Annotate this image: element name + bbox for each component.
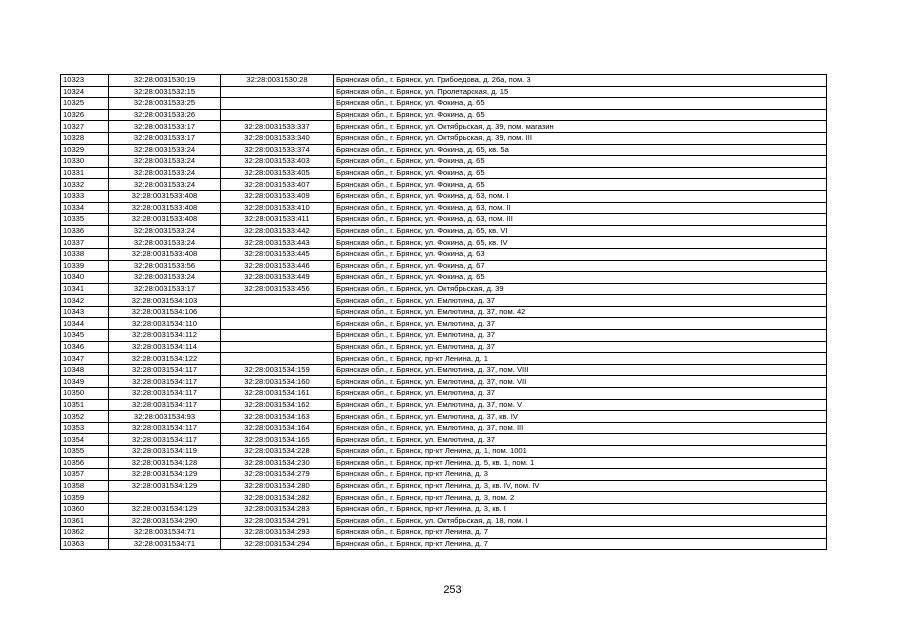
cadastral-quarter-cell: 32:28:0031534:106: [109, 306, 221, 318]
object-cadastral-number-cell: 32:28:0031533:337: [221, 121, 334, 133]
cadastral-quarter-cell: 32:28:0031534:117: [109, 364, 221, 376]
object-cadastral-number-cell: 32:28:0031530:28: [221, 75, 334, 87]
row-number-cell: 10332: [61, 179, 109, 191]
row-number-cell: 10358: [61, 480, 109, 492]
table-row: [61, 75, 827, 87]
cadastral-quarter-cell: 32:28:0031534:112: [109, 330, 221, 342]
row-number-cell: 10330: [61, 156, 109, 168]
address-cell: Брянская обл., г. Брянск, ул. Емлютина, д. 37, пом. VIII: [334, 364, 827, 376]
address-cell: Брянская обл., г. Брянск, ул. Емлютина, д. 37: [334, 330, 827, 342]
row-number-cell: 10350: [61, 388, 109, 400]
address-cell: Брянская обл., г. Брянск, ул. Октябрьская, д. 39, пом. магазин: [334, 121, 827, 133]
cadastral-quarter-cell: 32:28:0031534:117: [109, 388, 221, 400]
object-cadastral-number-cell: [221, 341, 334, 353]
table-row: [61, 167, 827, 179]
address-cell: Брянская обл., г. Брянск, ул. Октябрьская, д. 39, пом. III: [334, 132, 827, 144]
address-cell: Брянская обл., г. Брянск, пр-кт Ленина, д. 3, пом. 2: [334, 492, 827, 504]
object-cadastral-number-cell: [221, 86, 334, 98]
object-cadastral-number-cell: 32:28:0031534:280: [221, 480, 334, 492]
object-cadastral-number-cell: 32:28:0031534:291: [221, 515, 334, 527]
table-row: [61, 434, 827, 446]
address-cell: Брянская обл., г. Брянск, ул. Фокина, д. 65: [334, 98, 827, 110]
address-cell: Брянская обл., г. Брянск, ул. Емлютина, д. 37, пом. V: [334, 399, 827, 411]
cadastral-quarter-cell: 32:28:0031533:24: [109, 167, 221, 179]
address-cell: Брянская обл., г. Брянск, ул. Грибоедова, д. 26а, пом. 3: [334, 75, 827, 87]
object-cadastral-number-cell: 32:28:0031534:279: [221, 469, 334, 481]
object-cadastral-number-cell: 32:28:0031533:405: [221, 167, 334, 179]
object-cadastral-number-cell: 32:28:0031534:294: [221, 538, 334, 550]
table-row: [61, 179, 827, 191]
object-cadastral-number-cell: 32:28:0031534:160: [221, 376, 334, 388]
table-row: [61, 399, 827, 411]
page-number: 253: [443, 584, 462, 596]
table-row: [61, 388, 827, 400]
table-row: [61, 237, 827, 249]
cadastral-quarter-cell: 32:28:0031534:129: [109, 480, 221, 492]
table-row: [61, 283, 827, 295]
cadastral-quarter-cell: 32:28:0031534:93: [109, 411, 221, 423]
table-row: [61, 492, 827, 504]
cadastral-quarter-cell: 32:28:0031533:17: [109, 283, 221, 295]
row-number-cell: 10349: [61, 376, 109, 388]
cadastral-quarter-cell: 32:28:0031533:24: [109, 156, 221, 168]
address-cell: Брянская обл., г. Брянск, ул. Фокина, д. 65, кв. 5а: [334, 144, 827, 156]
cadastral-quarter-cell: 32:28:0031534:71: [109, 527, 221, 539]
object-cadastral-number-cell: 32:28:0031533:403: [221, 156, 334, 168]
address-cell: Брянская обл., г. Брянск, ул. Фокина, д. 65: [334, 156, 827, 168]
address-cell: Брянская обл., г. Брянск, ул. Фокина, д. 67: [334, 260, 827, 272]
cadastral-quarter-cell: 32:28:0031534:129: [109, 503, 221, 515]
row-number-cell: 10353: [61, 422, 109, 434]
cadastral-quarter-cell: 32:28:0031533:26: [109, 109, 221, 121]
row-number-cell: 10356: [61, 457, 109, 469]
table-row: [61, 202, 827, 214]
address-cell: Брянская обл., г. Брянск, ул. Емлютина, д. 37, пом. VII: [334, 376, 827, 388]
cadastral-quarter-cell: 32:28:0031534:71: [109, 538, 221, 550]
address-cell: Брянская обл., г. Брянск, ул. Фокина, д. 63, пом. II: [334, 202, 827, 214]
object-cadastral-number-cell: 32:28:0031533:456: [221, 283, 334, 295]
row-number-cell: 10362: [61, 527, 109, 539]
table-row: [61, 156, 827, 168]
object-cadastral-number-cell: 32:28:0031533:411: [221, 214, 334, 226]
cadastral-quarter-cell: 32:28:0031534:117: [109, 434, 221, 446]
cadastral-quarter-cell: 32:28:0031533:17: [109, 132, 221, 144]
registry-table: [60, 74, 827, 550]
object-cadastral-number-cell: 32:28:0031534:283: [221, 503, 334, 515]
row-number-cell: 10345: [61, 330, 109, 342]
address-cell: Брянская обл., г. Брянск, пр-кт Ленина, д. 3, кв. IV, пом. IV: [334, 480, 827, 492]
address-cell: Брянская обл., г. Брянск, пр-кт Ленина, д. 7: [334, 538, 827, 550]
row-number-cell: 10324: [61, 86, 109, 98]
address-cell: Брянская обл., г. Брянск, ул. Емлютина, д. 37: [334, 295, 827, 307]
cadastral-quarter-cell: 32:28:0031533:408: [109, 214, 221, 226]
row-number-cell: 10327: [61, 121, 109, 133]
object-cadastral-number-cell: 32:28:0031533:407: [221, 179, 334, 191]
table-row: [61, 457, 827, 469]
row-number-cell: 10334: [61, 202, 109, 214]
address-cell: Брянская обл., г. Брянск, ул. Октябрьская, д. 39: [334, 283, 827, 295]
object-cadastral-number-cell: 32:28:0031534:164: [221, 422, 334, 434]
table-row: [61, 515, 827, 527]
object-cadastral-number-cell: 32:28:0031533:446: [221, 260, 334, 272]
cadastral-quarter-cell: 32:28:0031533:408: [109, 190, 221, 202]
address-cell: Брянская обл., г. Брянск, ул. Фокина, д. 65, кв. VI: [334, 225, 827, 237]
table-row: [61, 260, 827, 272]
registry-table-body: [61, 75, 827, 550]
table-row: [61, 446, 827, 458]
address-cell: Брянская обл., г. Брянск, ул. Емлютина, д. 37: [334, 434, 827, 446]
table-row: [61, 469, 827, 481]
row-number-cell: 10359: [61, 492, 109, 504]
table-row: [61, 144, 827, 156]
table-row: [61, 121, 827, 133]
row-number-cell: 10325: [61, 98, 109, 110]
object-cadastral-number-cell: 32:28:0031533:374: [221, 144, 334, 156]
address-cell: Брянская обл., г. Брянск, пр-кт Ленина, д. 7: [334, 527, 827, 539]
cadastral-quarter-cell: 32:28:0031534:117: [109, 399, 221, 411]
cadastral-quarter-cell: 32:28:0031534:290: [109, 515, 221, 527]
table-row: [61, 538, 827, 550]
table-row: [61, 98, 827, 110]
table-row: [61, 214, 827, 226]
cadastral-quarter-cell: [109, 492, 221, 504]
address-cell: Брянская обл., г. Брянск, ул. Фокина, д. 63: [334, 248, 827, 260]
object-cadastral-number-cell: [221, 330, 334, 342]
address-cell: Брянская обл., г. Брянск, ул. Фокина, д. 63, пом. I: [334, 190, 827, 202]
address-cell: Брянская обл., г. Брянск, ул. Емлютина, д. 37: [334, 318, 827, 330]
row-number-cell: 10352: [61, 411, 109, 423]
table-row: [61, 318, 827, 330]
address-cell: Брянская обл., г. Брянск, ул. Емлютина, д. 37, пом. 42: [334, 306, 827, 318]
row-number-cell: 10333: [61, 190, 109, 202]
object-cadastral-number-cell: 32:28:0031534:230: [221, 457, 334, 469]
table-row: [61, 225, 827, 237]
cadastral-quarter-cell: 32:28:0031534:117: [109, 422, 221, 434]
address-cell: Брянская обл., г. Брянск, ул. Пролетарская, д. 15: [334, 86, 827, 98]
row-number-cell: 10336: [61, 225, 109, 237]
address-cell: Брянская обл., г. Брянск, пр-кт Ленина, д. 3, кв. I: [334, 503, 827, 515]
cadastral-quarter-cell: 32:28:0031533:408: [109, 202, 221, 214]
object-cadastral-number-cell: 32:28:0031533:340: [221, 132, 334, 144]
table-row: [61, 306, 827, 318]
table-row: [61, 341, 827, 353]
object-cadastral-number-cell: 32:28:0031534:162: [221, 399, 334, 411]
cadastral-quarter-cell: 32:28:0031533:24: [109, 179, 221, 191]
cadastral-quarter-cell: 32:28:0031534:129: [109, 469, 221, 481]
address-cell: Брянская обл., г. Брянск, пр-кт Ленина, д. 1: [334, 353, 827, 365]
row-number-cell: 10347: [61, 353, 109, 365]
address-cell: Брянская обл., г. Брянск, ул. Фокина, д. 65: [334, 272, 827, 284]
address-cell: Брянская обл., г. Брянск, ул. Фокина, д. 65: [334, 167, 827, 179]
cadastral-quarter-cell: 32:28:0031534:128: [109, 457, 221, 469]
object-cadastral-number-cell: [221, 318, 334, 330]
cadastral-quarter-cell: 32:28:0031533:24: [109, 144, 221, 156]
address-cell: Брянская обл., г. Брянск, ул. Фокина, д. 65: [334, 179, 827, 191]
cadastral-quarter-cell: 32:28:0031530:19: [109, 75, 221, 87]
cadastral-quarter-cell: 32:28:0031533:408: [109, 248, 221, 260]
object-cadastral-number-cell: 32:28:0031533:449: [221, 272, 334, 284]
row-number-cell: 10328: [61, 132, 109, 144]
row-number-cell: 10343: [61, 306, 109, 318]
cadastral-quarter-cell: 32:28:0031534:103: [109, 295, 221, 307]
row-number-cell: 10363: [61, 538, 109, 550]
row-number-cell: 10335: [61, 214, 109, 226]
row-number-cell: 10339: [61, 260, 109, 272]
table-row: [61, 295, 827, 307]
row-number-cell: 10355: [61, 446, 109, 458]
object-cadastral-number-cell: [221, 295, 334, 307]
table-row: [61, 376, 827, 388]
address-cell: Брянская обл., г. Брянск, ул. Фокина, д. 63, пом. III: [334, 214, 827, 226]
object-cadastral-number-cell: 32:28:0031534:293: [221, 527, 334, 539]
row-number-cell: 10351: [61, 399, 109, 411]
row-number-cell: 10340: [61, 272, 109, 284]
table-row: [61, 132, 827, 144]
table-row: [61, 330, 827, 342]
table-row: [61, 190, 827, 202]
table-row: [61, 503, 827, 515]
object-cadastral-number-cell: [221, 306, 334, 318]
row-number-cell: 10346: [61, 341, 109, 353]
object-cadastral-number-cell: 32:28:0031534:282: [221, 492, 334, 504]
row-number-cell: 10342: [61, 295, 109, 307]
address-cell: Брянская обл., г. Брянск, ул. Емлютина, д. 37: [334, 341, 827, 353]
cadastral-quarter-cell: 32:28:0031533:24: [109, 237, 221, 249]
row-number-cell: 10329: [61, 144, 109, 156]
address-cell: Брянская обл., г. Брянск, ул. Фокина, д. 65: [334, 109, 827, 121]
table-row: [61, 353, 827, 365]
row-number-cell: 10326: [61, 109, 109, 121]
object-cadastral-number-cell: 32:28:0031534:163: [221, 411, 334, 423]
address-cell: Брянская обл., г. Брянск, ул. Емлютина, д. 37, пом. III: [334, 422, 827, 434]
row-number-cell: 10338: [61, 248, 109, 260]
row-number-cell: 10337: [61, 237, 109, 249]
table-row: [61, 364, 827, 376]
address-cell: Брянская обл., г. Брянск, ул. Фокина, д. 65, кв. IV: [334, 237, 827, 249]
address-cell: Брянская обл., г. Брянск, пр-кт Ленина, д. 5, кв. 1, пом. 1: [334, 457, 827, 469]
row-number-cell: 10341: [61, 283, 109, 295]
address-cell: Брянская обл., г. Брянск, ул. Октябрьская, д. 18, пом. I: [334, 515, 827, 527]
cadastral-quarter-cell: 32:28:0031534:119: [109, 446, 221, 458]
cadastral-quarter-cell: 32:28:0031534:117: [109, 376, 221, 388]
object-cadastral-number-cell: 32:28:0031533:409: [221, 190, 334, 202]
object-cadastral-number-cell: 32:28:0031534:159: [221, 364, 334, 376]
cadastral-quarter-cell: 32:28:0031534:122: [109, 353, 221, 365]
cadastral-quarter-cell: 32:28:0031534:114: [109, 341, 221, 353]
row-number-cell: 10357: [61, 469, 109, 481]
object-cadastral-number-cell: 32:28:0031534:228: [221, 446, 334, 458]
object-cadastral-number-cell: 32:28:0031534:161: [221, 388, 334, 400]
cadastral-quarter-cell: 32:28:0031533:25: [109, 98, 221, 110]
table-row: [61, 248, 827, 260]
object-cadastral-number-cell: [221, 353, 334, 365]
object-cadastral-number-cell: 32:28:0031533:442: [221, 225, 334, 237]
row-number-cell: 10354: [61, 434, 109, 446]
object-cadastral-number-cell: 32:28:0031534:165: [221, 434, 334, 446]
table-row: [61, 480, 827, 492]
table-row: [61, 272, 827, 284]
cadastral-quarter-cell: 32:28:0031533:24: [109, 272, 221, 284]
object-cadastral-number-cell: 32:28:0031533:410: [221, 202, 334, 214]
row-number-cell: 10361: [61, 515, 109, 527]
address-cell: Брянская обл., г. Брянск, ул. Емлютина, д. 37, кв. IV: [334, 411, 827, 423]
cadastral-quarter-cell: 32:28:0031534:110: [109, 318, 221, 330]
object-cadastral-number-cell: 32:28:0031533:443: [221, 237, 334, 249]
cadastral-quarter-cell: 32:28:0031533:17: [109, 121, 221, 133]
table-row: [61, 422, 827, 434]
table-row: [61, 86, 827, 98]
table-row: [61, 527, 827, 539]
object-cadastral-number-cell: 32:28:0031533:445: [221, 248, 334, 260]
cadastral-quarter-cell: 32:28:0031533:24: [109, 225, 221, 237]
row-number-cell: 10360: [61, 503, 109, 515]
address-cell: Брянская обл., г. Брянск, ул. Емлютина, д. 37: [334, 388, 827, 400]
object-cadastral-number-cell: [221, 98, 334, 110]
row-number-cell: 10331: [61, 167, 109, 179]
row-number-cell: 10323: [61, 75, 109, 87]
cadastral-quarter-cell: 32:28:0031533:56: [109, 260, 221, 272]
address-cell: Брянская обл., г. Брянск, пр-кт Ленина, д. 3: [334, 469, 827, 481]
address-cell: Брянская обл., г. Брянск, пр-кт Ленина, д. 1, пом. 1001: [334, 446, 827, 458]
row-number-cell: 10344: [61, 318, 109, 330]
cadastral-quarter-cell: 32:28:0031532:15: [109, 86, 221, 98]
table-row: [61, 411, 827, 423]
row-number-cell: 10348: [61, 364, 109, 376]
table-row: [61, 109, 827, 121]
object-cadastral-number-cell: [221, 109, 334, 121]
